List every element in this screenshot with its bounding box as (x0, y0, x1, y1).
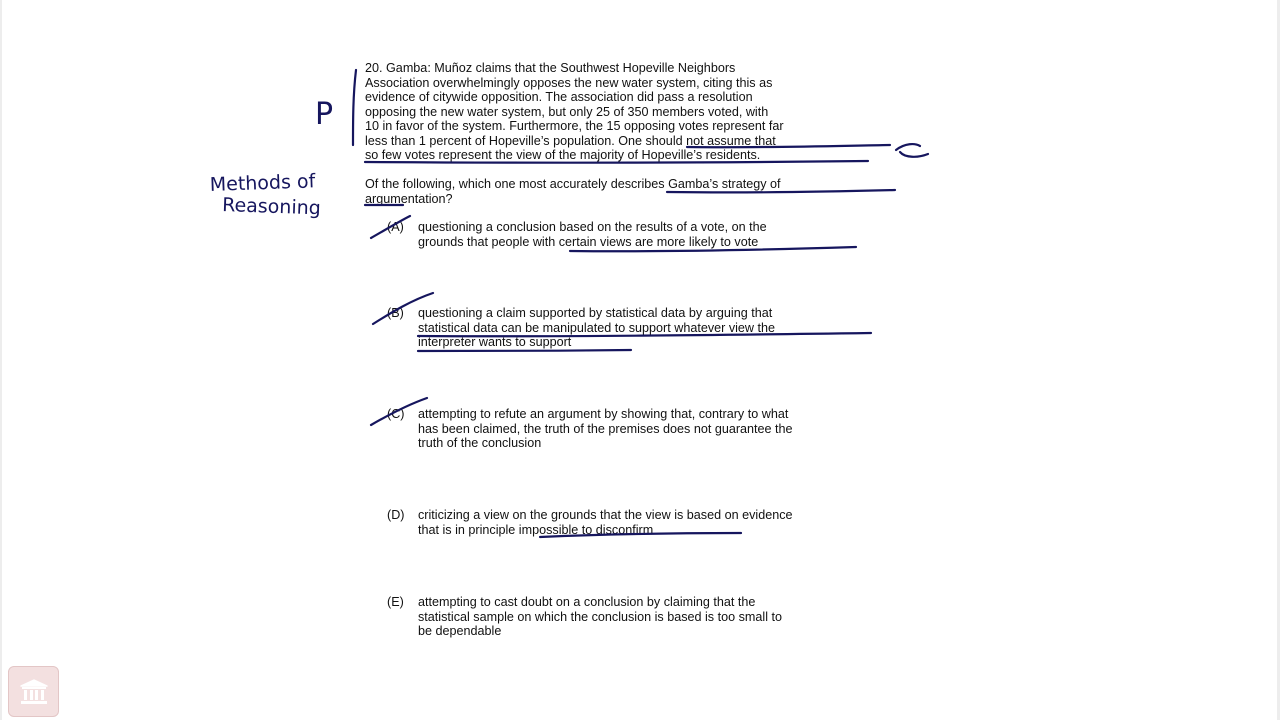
choice-letter: (C) (387, 407, 405, 421)
question-stem: Of the following, which one most accurately describes Gamba’s strategy of argumentation? (365, 177, 781, 206)
passage-text: Gamba: Muñoz claims that the Southwest Hopeville Neighbors Association overwhelmingly opposes the new water system, citing this as evidence of citywide opposition. The association did pass a resolution opposing the new water system, but only 25 of 350 members voted, with 10 in favor of the system. Furthermore, the 15 opposing votes represent far less than 1 percent of Hopeville’s population. One should not assume that so few votes represent the view of the majority of Hopeville’s residents. (365, 61, 784, 162)
choice-letter: (D) (387, 508, 405, 522)
passage-paragraph (365, 61, 905, 163)
institution-building-icon (19, 678, 49, 706)
choice-text: questioning a claim supported by statistical data by arguing that statistical data can be manipulated to support whatever view the interpreter wants to support (418, 306, 776, 349)
choice-letter: (B) (387, 306, 404, 320)
question-type-line1: Methods of (209, 170, 316, 196)
choice-letter: (A) (387, 220, 404, 234)
question-type-line2: Reasoning (221, 194, 322, 220)
choice-letter: (E) (387, 595, 404, 609)
choice-text: questioning a conclusion based on the results of a vote, on the grounds that people with certain views are more likely to vote (418, 220, 767, 249)
institution-logo-button[interactable] (8, 666, 59, 717)
premise-marker: P (315, 97, 334, 132)
choice-text: attempting to cast doubt on a conclusion by claiming that the statistical sample on which the conclusion is based is too small to be dependable (418, 595, 782, 638)
question-number: 20. (365, 61, 383, 75)
choice-text: attempting to refute an argument by showing that, contrary to what has been claimed, the truth of the premises does not guarantee the truth of the conclusion (418, 407, 793, 450)
choice-text: criticizing a view on the grounds that the view is based on evidence that is in principle impossible to disconfirm (418, 508, 793, 537)
